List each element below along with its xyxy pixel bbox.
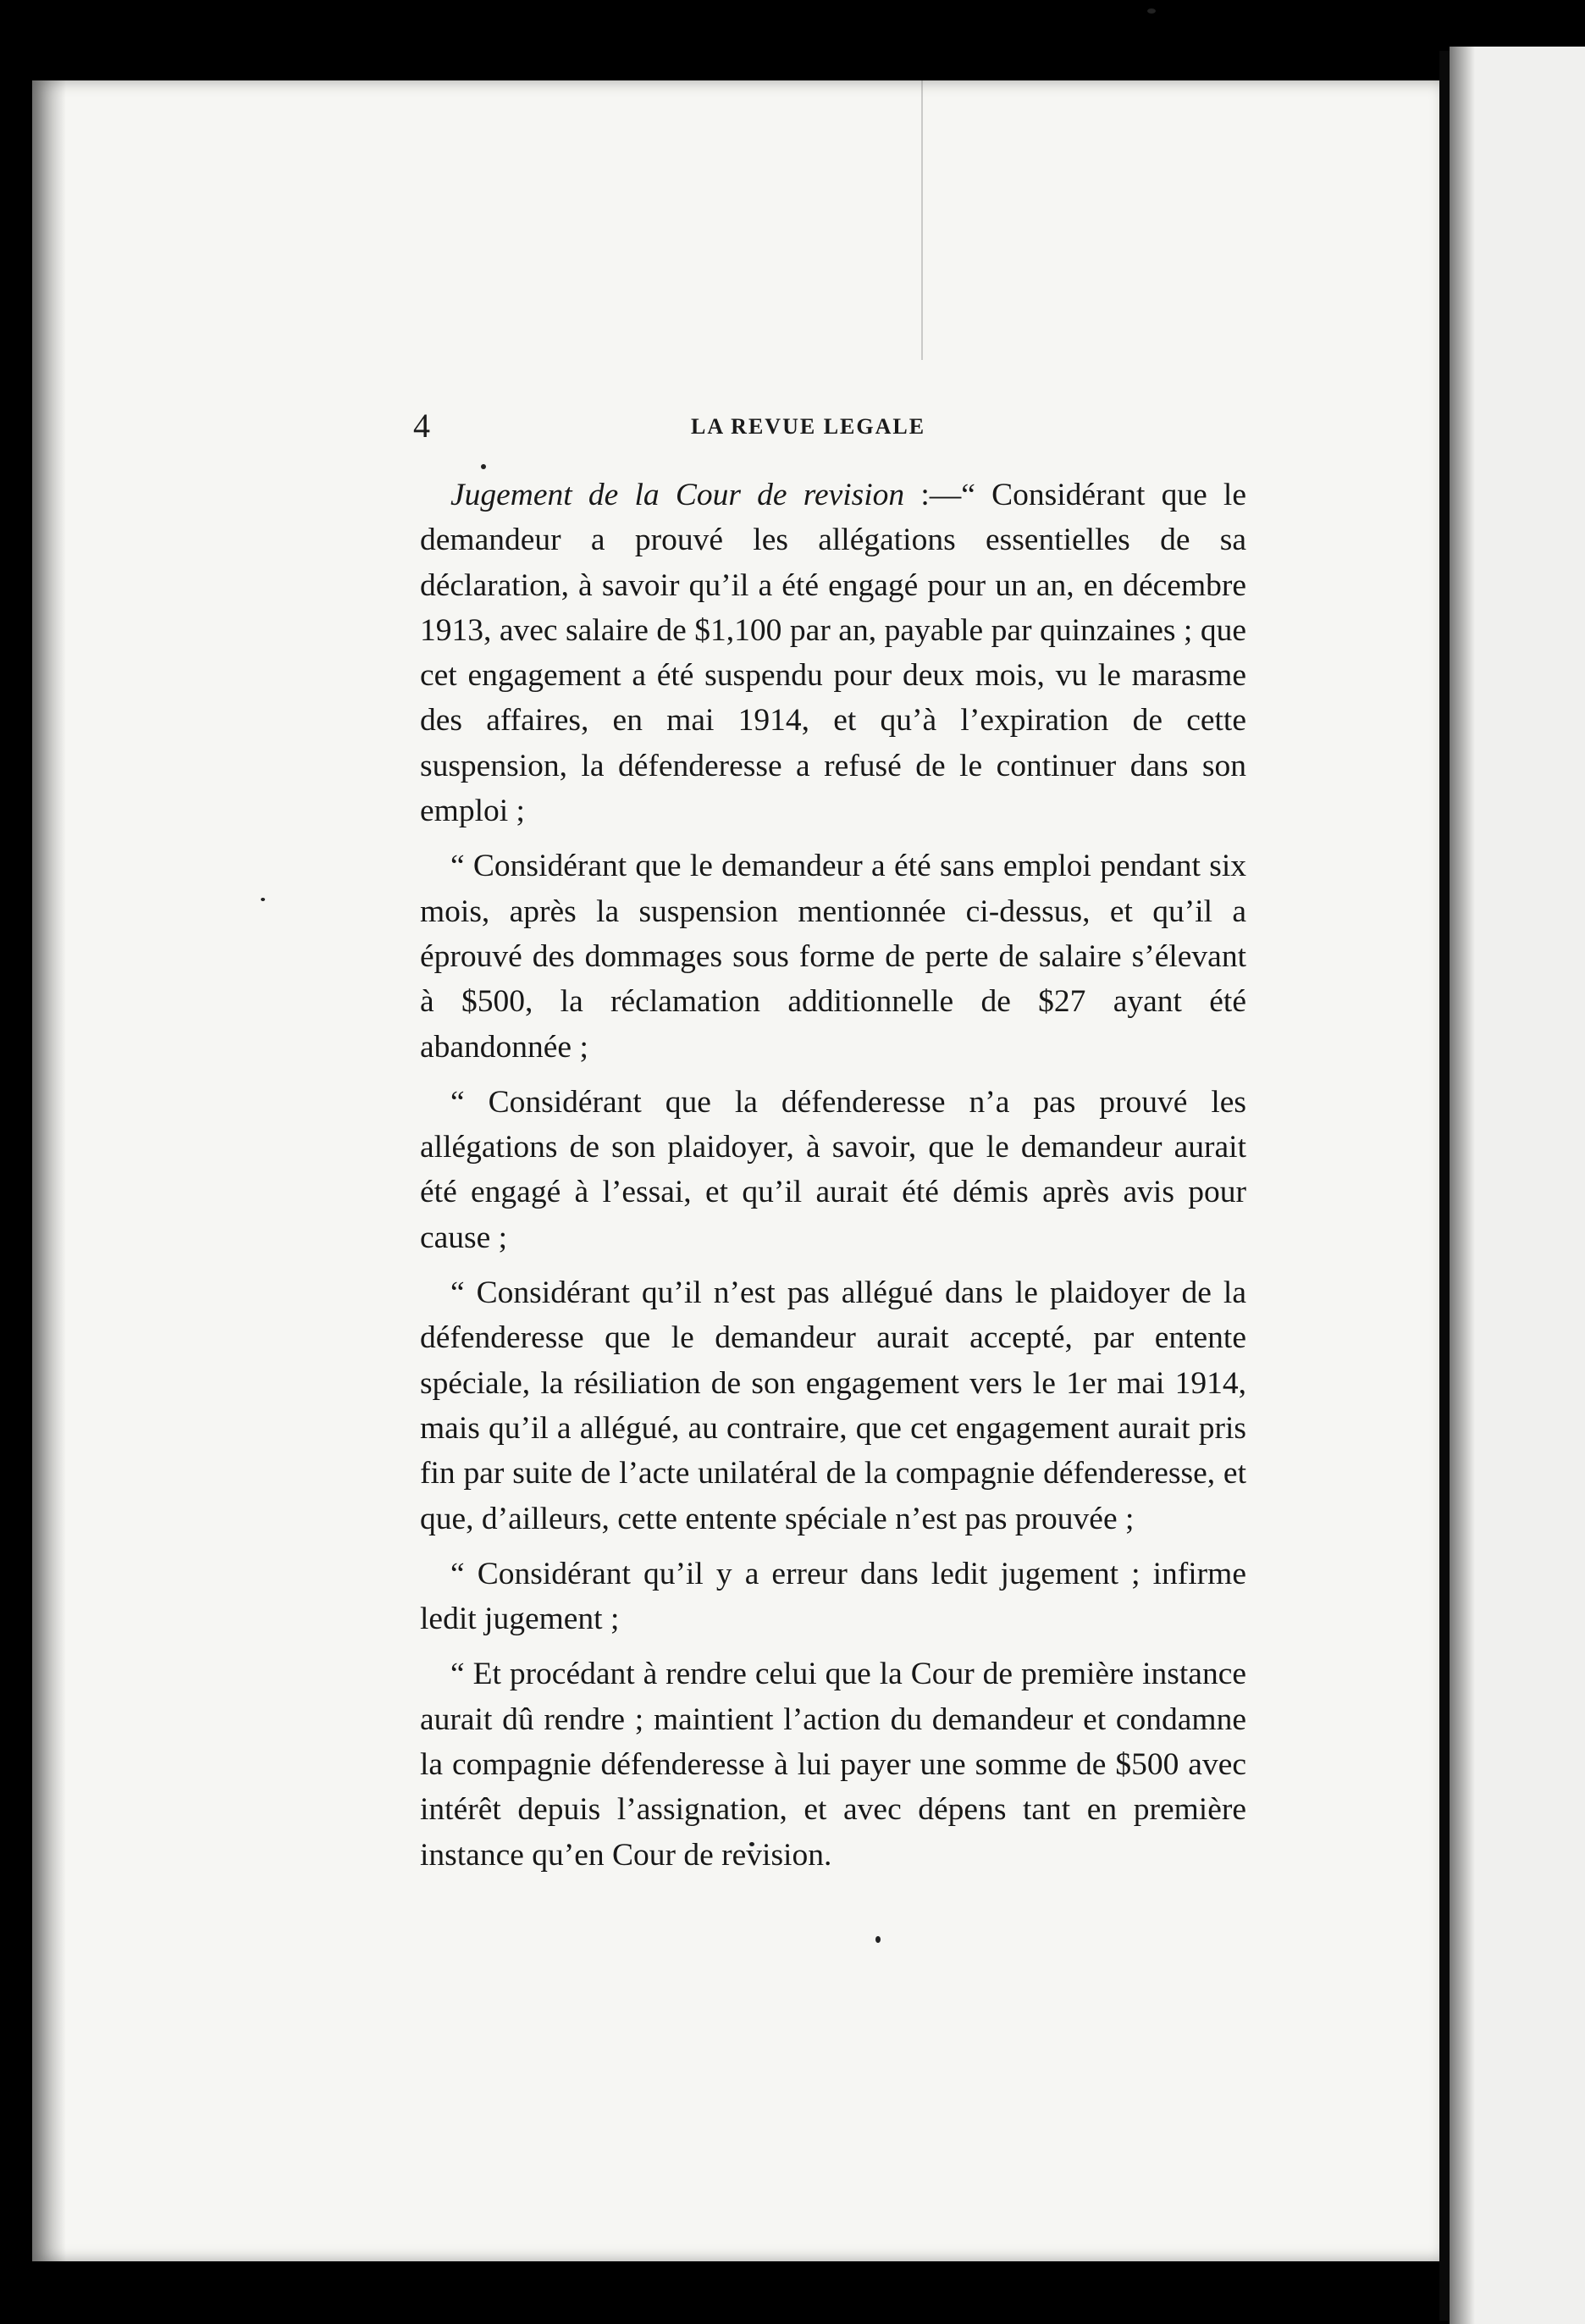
paragraph: “ Considérant que la défenderesse n’a pas prouvé les allégations de son plaidoyer, à savoir, que le demandeur aurait été engagé à l’essai, et qu’il aurait été démis après avis pour cause ; <box>420 1084 1246 1255</box>
ink-speck <box>261 898 265 901</box>
ink-speck <box>481 464 486 469</box>
intro-text: :—“ Considérant que le demandeur a prouvé les allégations essentielles de sa déclaration, à savoir qu’il a été engagé pour un an, en décembre 1913, avec salaire de $1,100 par an, payable par quinzaines ; que cet engagement a été suspendu pour deux mois, vu le marasme des affaires, en mai 1914, et qu’à l’expiration de cette suspension, la défenderesse a refusé de le continuer dans son emploi ; <box>420 478 1246 829</box>
ink-speck <box>875 1936 881 1943</box>
paper-crease <box>921 80 923 360</box>
paragraph: “ Et procédant à rendre celui que la Cour de première instance aurait dû rendre ; maintient l’action du demandeur et condamne la compagnie défenderesse à lui payer une somme de $500 avec intérêt depuis l’assignation, et avec dépens tant en première instance qu’en Cour de revision. <box>420 1657 1246 1873</box>
paragraph: “ Considérant qu’il n’est pas allégué dans le plaidoyer de la défenderesse que le demandeur aurait accepté, par entente spéciale, la résiliation de son engagement vers le 1er mai 1914, mais qu’il a allégué, au contraire, que cet engagement aurait pris fin par suite de l’acte unilatéral de la compagnie défenderesse, et que, d’ailleurs, cette entente spéciale n’est pas prouvée ; <box>420 1275 1246 1536</box>
page-header <box>413 409 1260 443</box>
court-judgment-heading: Jugement de la Cour de revision <box>450 478 905 512</box>
running-title: LA REVUE LEGALE <box>691 414 926 439</box>
page-edge-divider <box>1439 51 1450 2321</box>
adjacent-page-shadow <box>1450 47 1475 2324</box>
ink-speck <box>1147 8 1156 14</box>
paragraph-intro <box>420 473 1246 833</box>
paragraph: “ Considérant que le demandeur a été sans emploi pendant six mois, après la suspension mentionnée ci-dessus, et qu’il a éprouvé des dommages sous forme de perte de salaire s’élevant à $500, la réclamation additionnelle de $27 ayant été abandonnée ; <box>420 849 1246 1065</box>
paragraph: “ Considérant qu’il y a erreur dans ledit jugement ; infirme ledit jugement ; <box>420 1556 1246 1637</box>
body-text <box>420 473 1246 1888</box>
page-number: 4 <box>413 407 430 445</box>
page-gutter-shadow <box>32 80 66 2261</box>
